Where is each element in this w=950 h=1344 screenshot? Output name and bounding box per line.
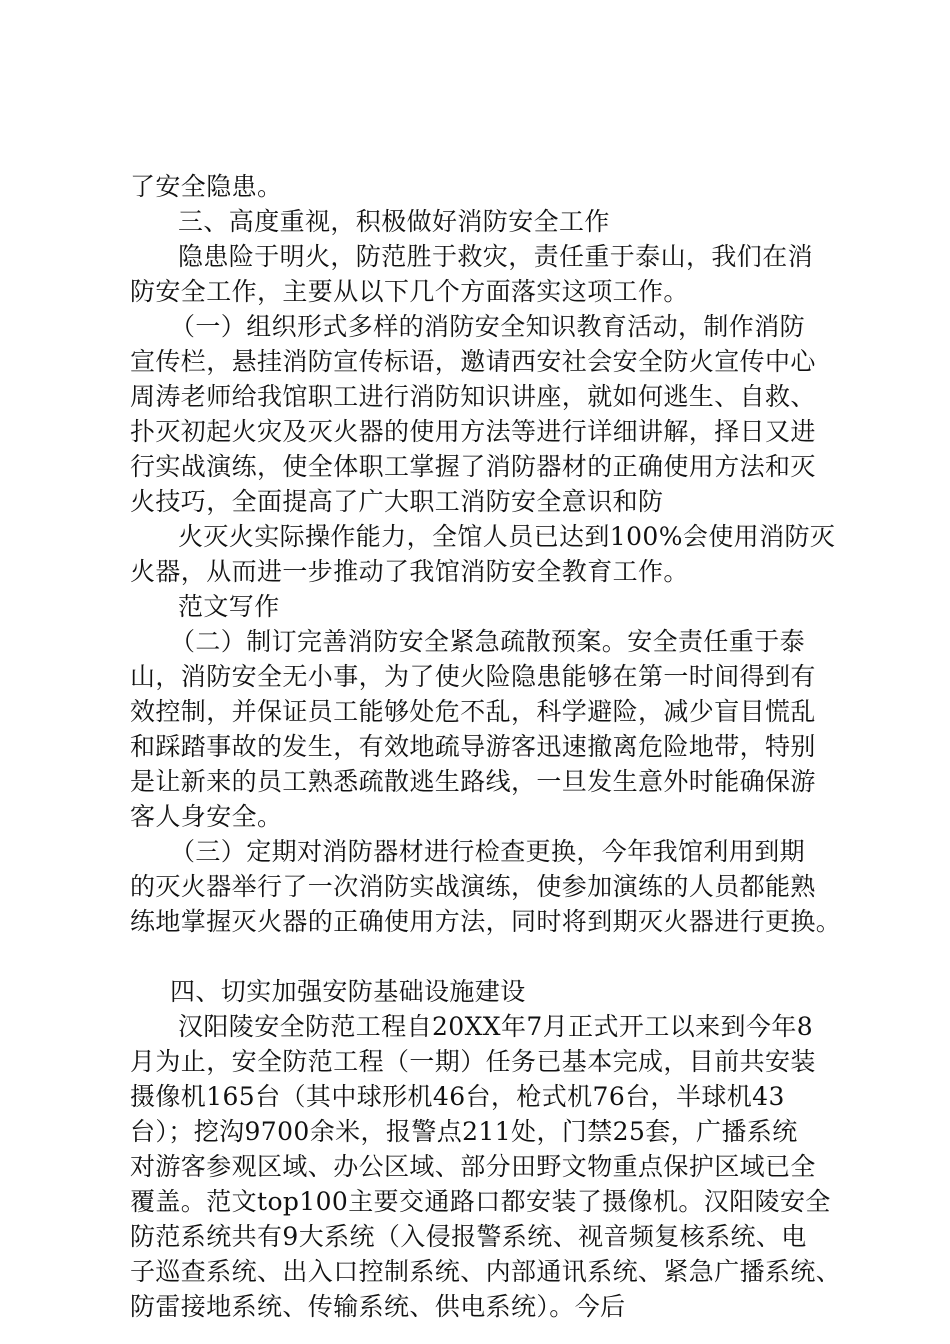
section-heading: 三、高度重视，积极做好消防安全工作 [178,207,610,236]
text-line: 效控制，并保证员工能够处危不乱，科学避险，减少盲目慌乱 [130,697,816,726]
text-line: 扑灭初起火灾及灭火器的使用方法等进行详细讲解，择日又进 [130,417,816,446]
text-line: （二）制订完善消防安全紧急疏散预案。安全责任重于泰 [170,627,806,656]
text-line: 覆盖。范文top100主要交通路口都安装了摄像机。汉阳陵安全 [130,1187,831,1216]
text-line: （一）组织形式多样的消防安全知识教育活动，制作消防 [170,312,806,341]
text-line: 客人身安全。 [130,802,283,831]
text-line: 周涛老师给我馆职工进行消防知识讲座，就如何逃生、自救、 [130,382,816,411]
text-line: 火灭火实际操作能力，全馆人员已达到100%会使用消防灭 [178,522,836,551]
text-line: 山，消防安全无小事，为了使火险隐患能够在第一时间得到有 [130,662,816,691]
text-line: 了安全隐患。 [130,172,283,201]
text-line: 宣传栏，悬挂消防宣传标语，邀请西安社会安全防火宣传中心 [130,347,816,376]
text-line: 防雷接地系统、传输系统、供电系统）。今后 [130,1292,626,1321]
text-line: （三）定期对消防器材进行检查更换，今年我馆利用到期 [170,837,806,866]
text-line: 火器，从而进一步推动了我馆消防安全教育工作。 [130,557,689,586]
text-line: 的灭火器举行了一次消防实战演练，使参加演练的人员都能熟 [130,872,816,901]
text-line: 是让新来的员工熟悉疏散逃生路线，一旦发生意外时能确保游 [130,767,816,796]
text-line: 摄像机165台（其中球形机46台，枪式机76台，半球机43 [130,1082,785,1111]
text-line: 隐患险于明火，防范胜于救灾，责任重于泰山，我们在消 [178,242,814,271]
text-line: 范文写作 [178,592,280,621]
text-line: 汉阳陵安全防范工程自20XX年7月正式开工以来到今年8 [178,1012,814,1041]
text-line: 对游客参观区域、办公区域、部分田野文物重点保护区域已全 [130,1152,816,1181]
section-heading: 四、切实加强安防基础设施建设 [170,977,526,1006]
text-line: 练地掌握灭火器的正确使用方法，同时将到期灭火器进行更换。 [130,907,842,936]
text-line: 台）；挖沟9700余米，报警点211处，门禁25套，广播系统 [130,1117,798,1146]
text-line: 子巡查系统、出入口控制系统、内部通讯系统、紧急广播系统、 [130,1257,842,1286]
text-line: 和踩踏事故的发生，有效地疏导游客迅速撤离危险地带，特别 [130,732,816,761]
text-line: 行实战演练，使全体职工掌握了消防器材的正确使用方法和灭 [130,452,816,481]
text-line: 防安全工作，主要从以下几个方面落实这项工作。 [130,277,689,306]
text-line: 月为止，安全防范工程（一期）任务已基本完成，目前共安装 [130,1047,816,1076]
text-line: 防范系统共有9大系统（入侵报警系统、视音频复核系统、电 [130,1222,807,1251]
text-line: 火技巧，全面提高了广大职工消防安全意识和防 [130,487,664,516]
